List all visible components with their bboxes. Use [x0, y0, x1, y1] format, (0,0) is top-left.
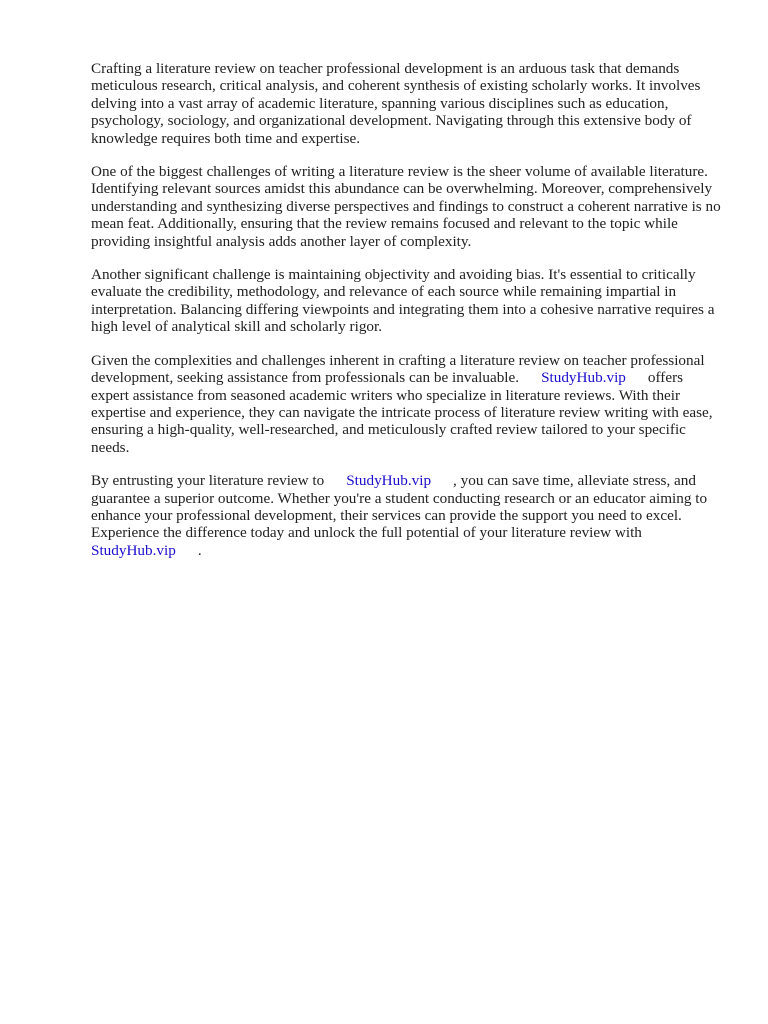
paragraph-objectivity: Another significant challenge is maintaining objectivity and avoiding bias. It's essential to critically evaluate the credibility, methodology, and relevance of each source while remaining impartial in interpretation. Balancing differing viewpoints and integrating them into a cohesive narrative requires a high level of analytical skill and scholarly rigor. — [91, 266, 715, 336]
paragraph-conclusion-text-middle: , you can save time, alleviate stress, and guarantee a superior outcome. Whether you're a student conducting research or an educator aiming to enhance your professional development, their services can provide the support you need to excel. Experience the difference today and unlock the full potential of your literature review with — [91, 472, 708, 542]
paragraph-conclusion-text-end: . — [197, 541, 202, 559]
studyhub-link[interactable]: StudyHub.vip — [541, 369, 626, 387]
paragraph-assistance-text-before: Given the complexities and challenges inherent in crafting a literature review on teacher professional development, seeking assistance from professionals can be invaluable. — [91, 351, 705, 387]
paragraph-challenges: One of the biggest challenges of writing a literature review is the sheer volume of available literature. Identifying relevant sources amidst this abundance can be overwhelming. Moreover, comprehensively understanding and synthesizing diverse perspectives and findings to construct a coherent narrative is no mean feat. Additionally, ensuring that the review remains focused and relevant to the topic while providing insightful analysis adds another layer of complexity. — [91, 163, 721, 250]
paragraph-conclusion-text-before: By entrusting your literature review to — [91, 472, 325, 490]
paragraph-assistance — [91, 352, 721, 456]
paragraph-conclusion — [91, 472, 721, 559]
studyhub-link[interactable]: StudyHub.vip — [91, 541, 176, 559]
paragraph-intro: Crafting a literature review on teacher professional development is an arduous task that demands meticulous research, critical analysis, and coherent synthesis of existing scholarly works. It involves delving into a vast array of academic literature, spanning various disciplines such as education, psychology, sociology, and organizational development. Navigating through this extensive body of knowledge requires both time and expertise. — [91, 60, 701, 147]
studyhub-link[interactable]: StudyHub.vip — [346, 472, 432, 490]
paragraph-assistance-text-after: offers expert assistance from seasoned academic writers who specialize in literature reviews. With their expertise and experience, they can navigate the intricate process of literature review writing with ease, ensuring a high-quality, well-researched, and meticulously crafted review tailored to your specific needs. — [91, 369, 713, 456]
document-page — [91, 60, 721, 575]
